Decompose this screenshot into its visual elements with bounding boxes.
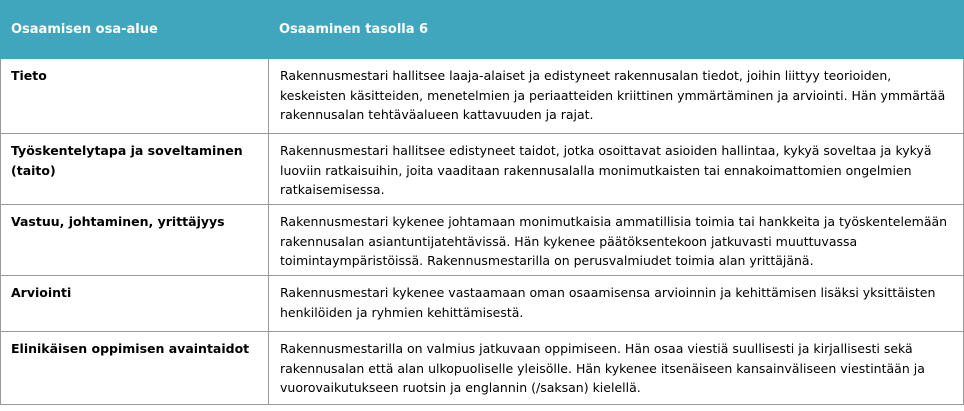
table-row [1,332,964,405]
row-description-text: Rakennusmestarilla on valmius jatkuvaan oppimiseen. Hän osaa viestiä suullisesti ja kirjallisesti sekä rakennusalan että alan ulkopuoliselle yleisölle. Hän kykenee itsenäiseen kansainväliseen viestintään ja vuorovaikutukseen ruotsin ja englannin (/saksan) kielellä. [280,341,925,395]
row-description-text: Rakennusmestari hallitsee edistyneet taidot, jotka osoittavat asioiden hallintaa, kykyä soveltaa ja kykyä luoviin ratkaisuihin, joita vaaditaan rakennusalalla monimutkaisten tai ennakoimattomien ongelmien ratkaisemisessa. [280,143,932,197]
table-row [1,276,964,332]
table-row [1,134,964,205]
table-header-row [1,1,964,59]
column-header-level: Osaaminen tasolla 6 [269,1,964,59]
row-area-label: Vastuu, johtaminen, yrittäjyys [1,205,269,276]
row-description [269,59,964,134]
row-description-text: Rakennusmestari kykenee vastaamaan oman osaamisensa arvioinnin ja kehittämisen lisäksi yksittäisten henkilöiden ja ryhmien kehittämisestä. [280,285,936,320]
table-row [1,205,964,276]
row-area-label: Työskentelytapa ja soveltaminen (taito) [1,134,269,205]
column-header-area: Osaamisen osa-alue [1,1,269,59]
row-area-label: Tieto [1,59,269,134]
row-description [269,276,964,332]
row-area-label: Elinikäisen oppimisen avaintaidot [1,332,269,405]
row-description-text: Rakennusmestari hallitsee laaja-alaiset ja edistyneet rakennusalan tiedot, joihin liittyy teorioiden, keskeisten käsitteiden, menetelmien ja periaatteiden kriittinen ymmärtäminen ja arviointi. Hän ymmärtää rakennusalan tehtäväalueen kattavuuden ja rajat. [280,68,946,122]
row-description-text: Rakennusmestari kykenee johtamaan monimutkaisia ammatillisia toimia tai hankkeita ja työskentelemään rakennusalan asiantuntijatehtävissä. Hän kykenee päätöksentekoon jatkuvasti muuttuvassa toimintaympäristöissä. Rakennusmestarilla on perusvalmiudet toimia alan yrittäjänä. [280,214,948,268]
row-description [269,205,964,276]
row-description [269,134,964,205]
table-row [1,59,964,134]
row-description [269,332,964,405]
row-area-label: Arviointi [1,276,269,332]
